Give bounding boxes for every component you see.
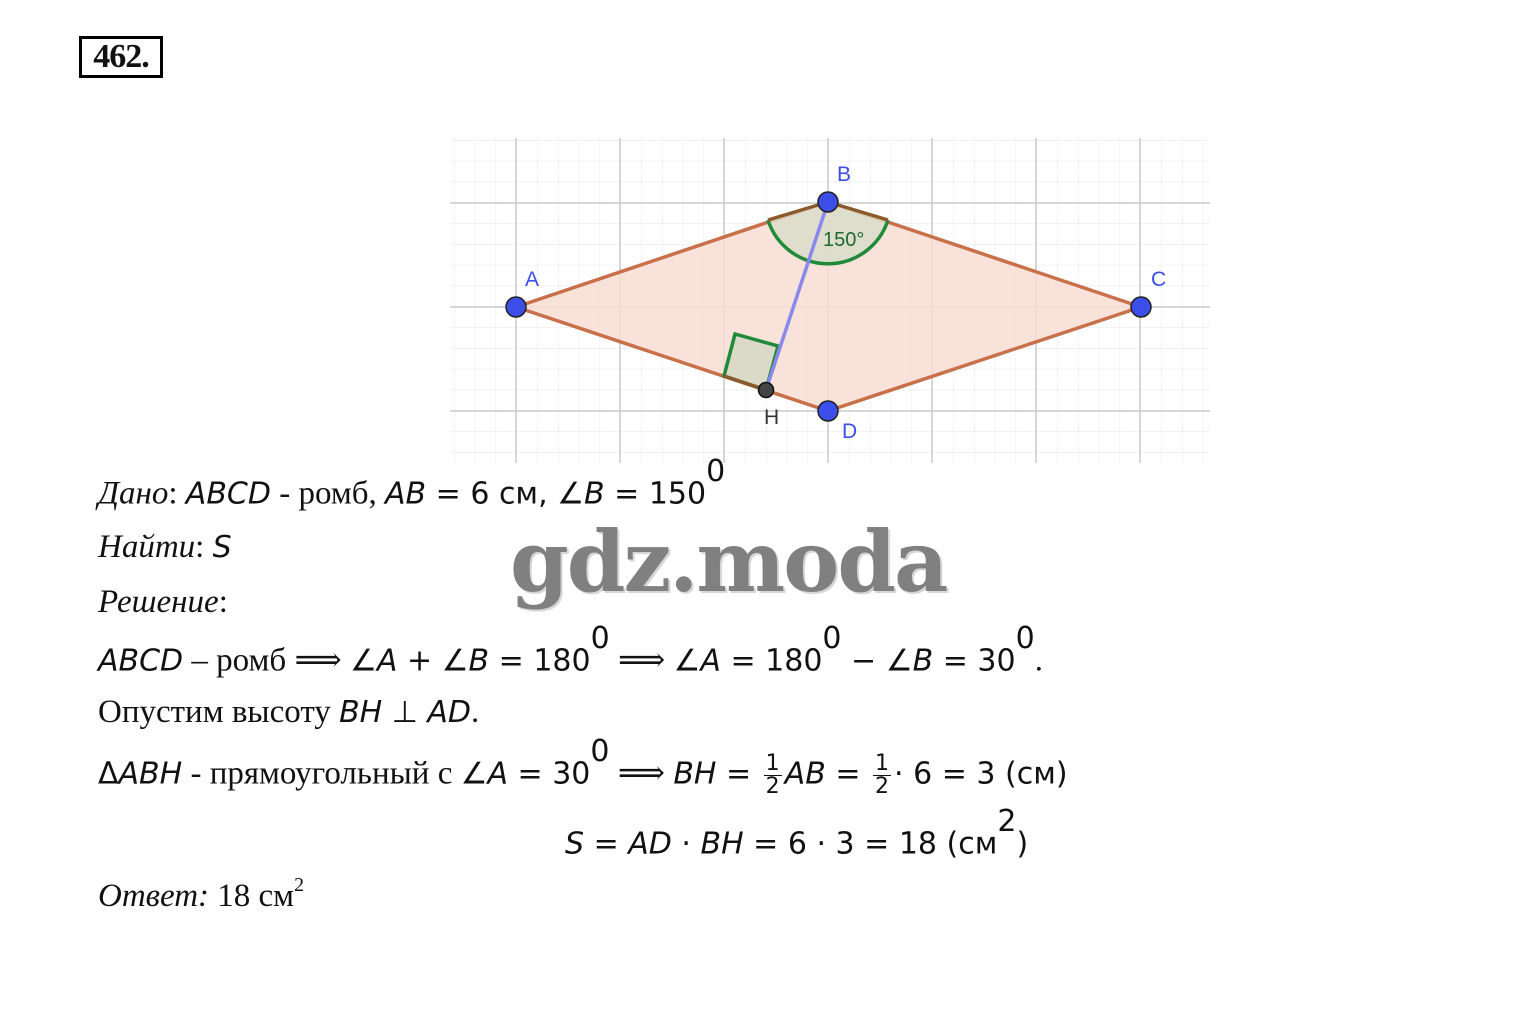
step2-text: Опустим высоту [98,694,340,730]
step1-angle-b: ∠B [885,643,934,679]
solution-step-1 [98,621,1043,680]
step4-bh: BH [700,826,744,862]
answer-sq: 2 [294,874,304,897]
given-angle-b: ∠B [557,476,605,512]
label-a: A [525,268,540,291]
label-b: B [837,163,852,186]
given-ab-value: = 6 см, [426,476,558,512]
step2-period: . [471,694,480,730]
step3-angle-a: ∠A [460,756,509,792]
fraction-half-2: $\frac{1}{2}$ [875,751,889,800]
step2-bh-perp: BH ⊥ AD [339,695,472,730]
step1-text: – ромб ⟹ [183,642,351,679]
step4-dot: · [671,826,701,862]
step3-result: · 6 = 3 (см) [894,756,1068,792]
label-c: C [1151,268,1167,291]
step4-result: = 6 · 3 = 18 (см [743,826,998,862]
step1-deg2: 0 [822,621,842,656]
step3-delta: Δ [98,756,119,792]
step1-eq180: = 180 [720,643,823,679]
label-h: H [764,406,780,429]
step3-eq30: = 30 [508,756,591,792]
step3-eq: = [716,756,761,792]
find-value: S [212,530,232,565]
answer-label: Ответ: [98,878,210,914]
step4-close: ) [1016,826,1029,862]
point-d [818,401,838,421]
step1-deg3: 0 [1015,621,1035,656]
step1-rhombus: ABCD [98,643,184,679]
angle-label: 150° [823,229,865,251]
solution-line: Решение: [98,584,228,620]
step3-implies: ⟹ [609,755,674,792]
solution-step-4 [565,804,1029,863]
watermark: gdz.moda [510,512,947,611]
point-c [1131,297,1151,317]
answer-line [98,874,304,915]
step1-minus: − [841,643,886,679]
rhombus-figure [450,138,1210,463]
given-ab: AB [385,476,427,512]
given-angle-value: = 150 [604,476,707,512]
step4-s: S [565,826,585,862]
given-line: Дано: ABCD - ромб, AB = 6 см, ∠B = $150^0$ [98,454,726,512]
step4-eq: = [584,826,629,862]
step4-ad: AD [628,826,672,862]
problem-number: 462. [79,36,163,78]
step3-ab: AB [784,756,826,792]
point-a [506,297,526,317]
find-label: Найти [98,529,196,565]
step1-eq30: = 30 [933,643,1016,679]
step4-sq: 2 [997,804,1017,839]
step3-text: - прямоугольный с [182,755,461,792]
solution-step-3 [98,734,1068,800]
fraction-half-1: $\frac{1}{2}$ [765,751,780,800]
given-degree: 0 [706,454,726,489]
label-d: D [842,420,858,443]
given-label: Дано [98,475,169,512]
point-b [818,192,838,212]
solution-step-2 [98,694,479,731]
solution-label: Решение [98,584,219,620]
step3-deg: 0 [590,734,610,769]
step1-angles: ∠A + ∠B [350,643,490,679]
step3-abh: ABH [118,756,183,792]
step1-period: . [1034,642,1043,679]
find-line: Найти: S [98,529,232,565]
step1-implies: ⟹ [609,642,674,679]
given-text: - ромб, [270,475,385,512]
given-rhombus: ABCD [185,476,271,512]
step1-deg1: 0 [590,621,610,656]
step3-eq2: = [825,756,870,792]
answer-value: 18 см [209,878,295,914]
step3-bh: BH [673,756,717,792]
point-h [759,383,774,398]
step1-angle-a: ∠A [673,643,721,679]
step1-sum: = 180 [489,643,591,679]
